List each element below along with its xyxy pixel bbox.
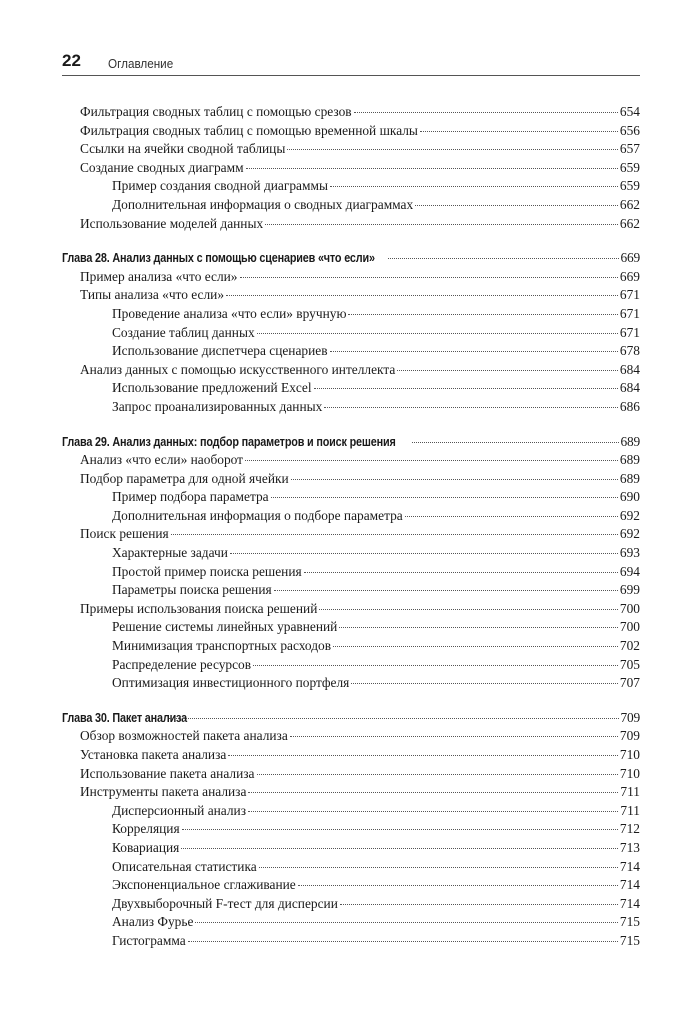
entry-title: Решение системы линейных уравнений — [112, 619, 338, 635]
dot-leader — [420, 130, 618, 132]
dot-leader — [333, 645, 618, 647]
entry-page-number: 714 — [619, 877, 640, 893]
toc-entry[interactable] — [62, 507, 640, 526]
page-number: 22 — [62, 51, 81, 70]
entry-page-number: 654 — [619, 104, 640, 119]
entry-page-number: 711 — [620, 784, 640, 800]
entry-page-number: 712 — [619, 821, 640, 837]
dot-leader — [298, 884, 618, 886]
dot-leader — [169, 717, 618, 719]
dot-leader — [257, 773, 618, 775]
entry-title: Обзор возможностей пакета анализа — [80, 728, 288, 744]
entry-title: Распределение ресурсов — [112, 656, 252, 672]
dot-leader — [304, 571, 618, 573]
dot-leader — [181, 847, 618, 849]
toc-entry[interactable] — [62, 895, 640, 914]
toc-chapter-entry[interactable] — [62, 709, 640, 728]
dot-leader — [415, 204, 618, 206]
table-of-contents — [62, 103, 640, 967]
page-header — [62, 50, 640, 76]
toc-entry[interactable] — [62, 470, 640, 489]
dot-leader — [290, 735, 618, 737]
dot-leader — [354, 111, 618, 113]
dot-leader — [188, 940, 618, 942]
entry-page-number: 689 — [619, 470, 640, 486]
entry-page-number: 714 — [619, 858, 640, 874]
toc-entry[interactable] — [62, 324, 640, 343]
entry-page-number: 689 — [619, 452, 640, 468]
toc-chapter-entry[interactable] — [62, 249, 640, 268]
entry-title: Использование моделей данных — [80, 215, 264, 231]
entry-page-number: 707 — [619, 675, 640, 691]
toc-entry[interactable] — [62, 159, 640, 178]
toc-entry[interactable] — [62, 305, 640, 324]
entry-page-number: 678 — [619, 343, 640, 359]
entry-title: Пример анализа «что если» — [80, 268, 238, 284]
toc-entry[interactable] — [62, 103, 640, 122]
toc-entry[interactable] — [62, 398, 640, 417]
entry-title: Глава 29. Анализ данных: подбор параметров и поиск решения — [62, 434, 396, 449]
dot-leader — [340, 903, 618, 905]
entry-page-number: 684 — [619, 380, 640, 396]
entry-page-number: 669 — [619, 268, 640, 284]
entry-title: Пример создания сводной диаграммы — [112, 178, 328, 194]
entry-title: Анализ данных с помощью искусственного интеллекта — [80, 361, 396, 377]
entry-title: Параметры поиска решения — [112, 582, 272, 598]
entry-page-number: 690 — [619, 489, 640, 505]
dot-leader — [291, 478, 618, 480]
dot-leader — [253, 664, 618, 666]
entry-page-number: 671 — [619, 324, 640, 340]
dot-leader — [388, 257, 619, 259]
toc-section — [62, 249, 640, 416]
entry-page-number: 710 — [619, 747, 640, 762]
toc-entry[interactable] — [62, 637, 640, 656]
entry-title: Гистограмма — [112, 932, 186, 948]
toc-entry[interactable] — [62, 765, 640, 784]
entry-page-number: 692 — [619, 507, 640, 523]
entry-title: Использование предложений Excel — [112, 380, 312, 396]
dot-leader — [287, 148, 618, 150]
dot-leader — [271, 496, 618, 498]
entry-title: Дополнительная информация о подборе параметра — [112, 507, 403, 523]
entry-page-number: 699 — [619, 582, 640, 598]
entry-title: Описательная статистика — [112, 858, 257, 874]
entry-page-number: 671 — [619, 305, 640, 321]
dot-leader — [246, 167, 618, 169]
entry-title: Поиск решения — [80, 526, 169, 542]
entry-page-number: 692 — [619, 526, 640, 542]
entry-title: Примеры использования поиска решений — [80, 600, 318, 616]
entry-title: Использование диспетчера сценариев — [112, 343, 328, 359]
dot-leader — [248, 791, 618, 793]
entry-page-number: 702 — [619, 638, 640, 654]
toc-entry[interactable] — [62, 674, 640, 693]
entry-title: Подбор параметра для одной ячейки — [80, 470, 289, 486]
toc-section — [62, 709, 640, 951]
entry-title: Пример подбора параметра — [112, 489, 269, 505]
toc-entry[interactable] — [62, 544, 640, 563]
entry-page-number: 700 — [619, 600, 640, 616]
entry-page-number: 662 — [619, 215, 640, 231]
dot-leader — [230, 552, 618, 554]
toc-entry[interactable] — [62, 177, 640, 196]
entry-title: Инструменты пакета анализа — [80, 784, 247, 800]
entry-page-number: 657 — [619, 141, 640, 157]
entry-page-number: 669 — [620, 250, 640, 266]
toc-entry[interactable] — [62, 656, 640, 675]
dot-leader — [226, 294, 618, 296]
dot-leader — [319, 608, 618, 610]
entry-page-number: 684 — [619, 361, 640, 377]
entry-page-number: 693 — [619, 545, 640, 561]
dot-leader — [412, 441, 619, 443]
entry-title: Установка пакета анализа — [80, 747, 227, 762]
entry-page-number: 705 — [619, 656, 640, 672]
entry-title: Создание таблиц данных — [112, 324, 255, 340]
running-title: Оглавление — [108, 56, 174, 71]
toc-entry[interactable] — [62, 839, 640, 858]
dot-leader — [330, 185, 618, 187]
entry-title: Запрос проанализированных данных — [112, 398, 323, 414]
entry-page-number: 671 — [619, 287, 640, 303]
dot-leader — [348, 313, 617, 315]
toc-entry[interactable] — [62, 858, 640, 877]
toc-entry[interactable] — [62, 876, 640, 895]
entry-title: Дополнительная информация о сводных диаграммах — [112, 196, 414, 212]
toc-section — [62, 103, 640, 233]
entry-page-number: 709 — [619, 728, 640, 744]
entry-page-number: 711 — [620, 802, 640, 818]
toc-entry[interactable] — [62, 361, 640, 380]
toc-entry[interactable] — [62, 140, 640, 159]
dot-leader — [314, 387, 618, 389]
entry-title: Минимизация транспортных расходов — [112, 638, 332, 654]
toc-entry[interactable] — [62, 488, 640, 507]
dot-leader — [351, 682, 618, 684]
entry-title: Типы анализа «что если» — [80, 287, 225, 303]
toc-entry[interactable] — [62, 618, 640, 637]
toc-entry[interactable] — [62, 342, 640, 361]
entry-title: Дисперсионный анализ — [112, 802, 247, 818]
toc-entry[interactable] — [62, 286, 640, 305]
toc-entry[interactable] — [62, 746, 640, 765]
entry-title: Характерные задачи — [112, 545, 228, 561]
toc-entry[interactable] — [62, 581, 640, 600]
entry-page-number: 715 — [619, 932, 640, 948]
dot-leader — [330, 350, 618, 352]
entry-title: Ссылки на ячейки сводной таблицы — [80, 141, 286, 157]
entry-page-number: 694 — [619, 563, 640, 579]
dot-leader — [397, 369, 618, 371]
entry-title: Анализ Фурье — [112, 914, 194, 930]
dot-leader — [171, 533, 618, 535]
toc-entry[interactable] — [62, 122, 640, 141]
entry-title: Создание сводных диаграмм — [80, 159, 244, 175]
dot-leader — [195, 921, 618, 923]
toc-entry[interactable] — [62, 727, 640, 746]
entry-page-number: 662 — [619, 196, 640, 212]
dot-leader — [339, 626, 618, 628]
toc-entry[interactable] — [62, 600, 640, 619]
entry-title: Глава 30. Пакет анализа — [62, 710, 187, 725]
entry-title: Корреляция — [112, 821, 180, 837]
entry-title: Оптимизация инвестиционного портфеля — [112, 675, 350, 691]
entry-title: Фильтрация сводных таблиц с помощью временной шкалы — [80, 122, 418, 138]
entry-title: Двухвыборочный F-тест для дисперсии — [112, 895, 338, 911]
toc-entry[interactable] — [62, 802, 640, 821]
entry-title: Глава 28. Анализ данных с помощью сценариев «что если» — [62, 251, 375, 266]
dot-leader — [182, 828, 618, 830]
dot-leader — [259, 866, 618, 868]
dot-leader — [248, 810, 618, 812]
entry-page-number: 709 — [620, 709, 640, 725]
entry-title: Проведение анализа «что если» вручную — [112, 305, 347, 321]
entry-page-number: 700 — [619, 619, 640, 635]
toc-entry[interactable] — [62, 451, 640, 470]
entry-title: Анализ «что если» наоборот — [80, 452, 244, 468]
entry-page-number: 659 — [619, 178, 640, 194]
dot-leader — [257, 332, 618, 334]
toc-entry[interactable] — [62, 783, 640, 802]
entry-page-number: 686 — [619, 398, 640, 414]
toc-entry[interactable] — [62, 820, 640, 839]
entry-page-number: 710 — [619, 765, 640, 781]
dot-leader — [405, 515, 618, 517]
dot-leader — [265, 223, 618, 225]
entry-title: Ковариация — [112, 839, 180, 855]
toc-entry[interactable] — [62, 268, 640, 287]
toc-entry[interactable] — [62, 196, 640, 215]
toc-entry[interactable] — [62, 379, 640, 398]
dot-leader — [324, 406, 618, 408]
toc-entry[interactable] — [62, 932, 640, 951]
entry-page-number: 713 — [619, 839, 640, 855]
toc-section — [62, 433, 640, 693]
toc-entry[interactable] — [62, 215, 640, 234]
toc-entry[interactable] — [62, 563, 640, 582]
entry-title: Использование пакета анализа — [80, 765, 255, 781]
toc-entry[interactable] — [62, 525, 640, 544]
toc-chapter-entry[interactable] — [62, 433, 640, 452]
entry-title: Фильтрация сводных таблиц с помощью срезов — [80, 104, 352, 119]
entry-page-number: 656 — [619, 122, 640, 138]
entry-page-number: 659 — [619, 159, 640, 175]
dot-leader — [245, 459, 618, 461]
dot-leader — [274, 589, 618, 591]
entry-page-number: 715 — [619, 914, 640, 930]
toc-entry[interactable] — [62, 913, 640, 932]
entry-title: Экспоненциальное сглаживание — [112, 877, 296, 893]
entry-page-number: 689 — [620, 433, 640, 449]
entry-page-number: 714 — [619, 895, 640, 911]
dot-leader — [240, 276, 618, 278]
entry-title: Простой пример поиска решения — [112, 563, 302, 579]
dot-leader — [228, 754, 618, 756]
